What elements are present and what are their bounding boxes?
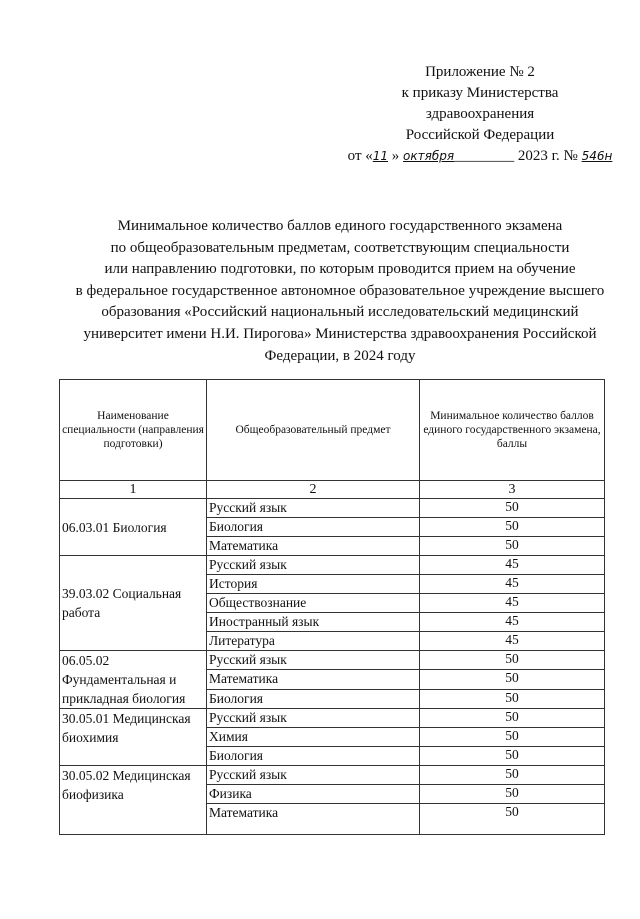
subject-cell: История	[207, 575, 420, 594]
subject-cell: Русский язык	[207, 709, 420, 728]
column-number: 1	[60, 481, 207, 499]
date-mid: »	[391, 148, 400, 164]
appendix-ministry: здравоохранения	[425, 106, 535, 122]
date-month: октября	[403, 149, 455, 163]
title-line: Федерации, в 2024 году	[264, 347, 416, 364]
subject-cell: Биология	[207, 689, 420, 708]
specialty-cell: 39.03.02 Социальная работа	[60, 556, 207, 651]
subject-cell: Русский язык	[207, 499, 420, 518]
column-number: 2	[207, 481, 420, 499]
subject-cell: Литература	[207, 632, 420, 651]
score-cell: 50	[420, 709, 605, 728]
subject-cell: Обществознание	[207, 594, 420, 613]
score-cell: 50	[420, 518, 605, 537]
subject-cell: Русский язык	[207, 556, 420, 575]
score-cell: 50	[420, 537, 605, 556]
header-min-score: Минимальное количество баллов единого государственного экзамена, баллы	[420, 380, 605, 481]
table-header-row	[60, 380, 605, 481]
score-cell: 50	[420, 499, 605, 518]
score-cell: 45	[420, 556, 605, 575]
subject-cell: Математика	[207, 804, 420, 835]
subject-cell: Биология	[207, 747, 420, 766]
table-row	[60, 556, 605, 575]
title-line: в федеральное государственное автономное образовательное учреждение высшего	[75, 282, 605, 299]
appendix-date-line: от «11 » октября________ 2023 г. № 546н	[347, 148, 613, 164]
subject-cell: Химия	[207, 728, 420, 747]
score-cell: 50	[420, 766, 605, 785]
title-line: университет имени Н.И. Пирогова» Министерства здравоохранения Российской	[83, 325, 597, 342]
score-cell: 50	[420, 747, 605, 766]
column-number-row	[60, 481, 605, 499]
specialty-cell: 30.05.02 Медицинская биофизика	[60, 766, 207, 835]
appendix-country: Российской Федерации	[405, 127, 555, 143]
date-day: 11	[372, 149, 389, 163]
subject-cell: Математика	[207, 537, 420, 556]
table-row	[60, 766, 605, 785]
appendix-number: Приложение № 2	[425, 64, 535, 80]
score-cell: 45	[420, 594, 605, 613]
header-subject: Общеобразовательный предмет	[207, 380, 420, 481]
appendix-header	[330, 62, 630, 167]
document-title	[40, 216, 640, 367]
score-cell: 45	[420, 613, 605, 632]
title-line: Минимальное количество баллов единого государственного экзамена	[117, 218, 563, 234]
score-cell: 50	[420, 728, 605, 747]
score-cell: 50	[420, 804, 605, 835]
subject-cell: Русский язык	[207, 651, 420, 670]
date-prefix: от «	[347, 148, 373, 164]
column-number: 3	[420, 481, 605, 499]
date-year: 2023 г. №	[517, 148, 578, 164]
subject-cell: Русский язык	[207, 766, 420, 785]
table-row	[60, 709, 605, 728]
score-cell: 45	[420, 632, 605, 651]
score-cell: 50	[420, 651, 605, 670]
subject-cell: Физика	[207, 785, 420, 804]
header-specialty: Наименование специальности (направления подготовки)	[60, 380, 207, 481]
title-line: образования «Российский национальный исследовательский медицинский	[101, 304, 579, 321]
specialty-cell: 06.03.01 Биология	[60, 499, 207, 556]
score-cell: 50	[420, 689, 605, 708]
table-row	[60, 499, 605, 518]
subject-cell: Биология	[207, 518, 420, 537]
score-cell: 50	[420, 670, 605, 689]
specialty-cell: 30.05.01 Медицинская биохимия	[60, 709, 207, 766]
specialty-cell: 06.05.02 Фундаментальная и прикладная биология	[60, 651, 207, 709]
title-line: по общеобразовательным предметам, соответствующим специальности	[110, 239, 570, 256]
title-line: или направлению подготовки, по которым проводится прием на обучение	[104, 261, 576, 278]
scores-table	[59, 379, 605, 835]
table-row	[60, 651, 605, 670]
subject-cell: Иностранный язык	[207, 613, 420, 632]
score-cell: 45	[420, 575, 605, 594]
appendix-order-ref: к приказу Министерства	[401, 85, 559, 101]
order-number: 546н	[581, 149, 613, 163]
subject-cell: Математика	[207, 670, 420, 689]
score-cell: 50	[420, 785, 605, 804]
